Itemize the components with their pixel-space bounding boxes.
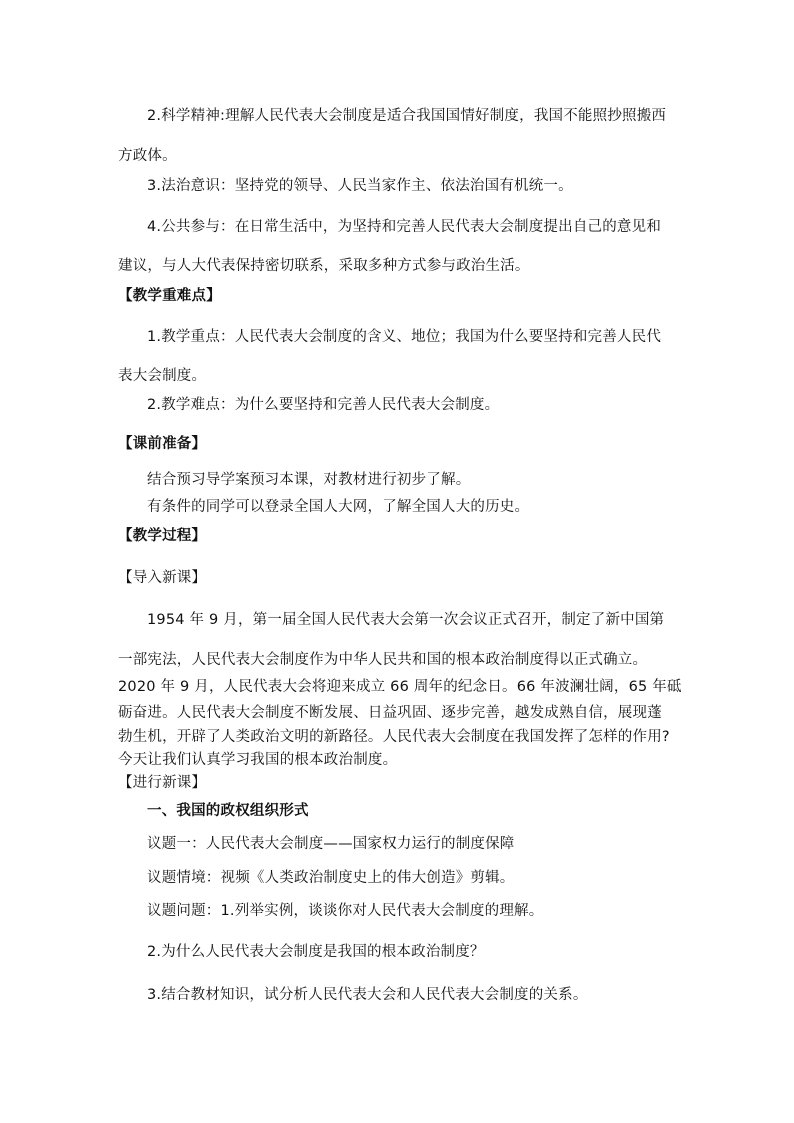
key-point-line-1: 1.教学重点：人民代表大会制度的含义、地位；我国为什么要坚持和完善人民代 (147, 329, 662, 345)
objective-science-spirit-line-1: 2.科学精神:理解人民代表大会制度是适合我国国情好制度，我国不能照抄照搬西 (147, 108, 667, 124)
objective-public-participation-line-2: 建议，与人大代表保持密切联系，采取多种方式参与政治生活。 (118, 258, 530, 274)
preparation-line-1: 结合预习导学案预习本课，对教材进行初步了解。 (147, 472, 471, 488)
topic-question-line-2: 2.为什么人民代表大会制度是我国的根本政治制度？ (147, 944, 485, 960)
topic-question-line-3: 3.结合教材知识，试分析人民代表大会和人民代表大会制度的关系。 (147, 987, 588, 1003)
subsection-heading-government-form: 一、我国的政权组织形式 (147, 803, 309, 819)
objective-rule-of-law-line: 3.法治意识：坚持党的领导、人民当家作主、依法治国有机统一。 (147, 178, 573, 194)
introduction-line-6: 今天让我们认真学习我国的根本政治制度。 (118, 752, 398, 768)
introduction-line-5: 勃生机，开辟了人类政治文明的新路径。人民代表大会制度在我国发挥了怎样的作用? (118, 729, 670, 745)
preparation-line-2: 有条件的同学可以登录全国人大网，了解全国人大的历史。 (147, 499, 530, 515)
topic-context-line: 议题情境：视频《人类政治制度史上的伟大创造》剪辑。 (147, 870, 515, 886)
topic-one-line: 议题一：人民代表大会制度——国家权力运行的制度保障 (147, 836, 515, 852)
introduction-line-1: 1954 年 9 月，第一届全国人民代表大会第一次会议正式召开，制定了新中国第 (147, 612, 665, 628)
section-heading-preparation: 【课前准备】 (118, 436, 207, 452)
section-heading-introduction: 【导入新课】 (118, 570, 207, 586)
difficulty-point-line: 2.教学难点：为什么要坚持和完善人民代表大会制度。 (147, 397, 500, 413)
key-point-line-2: 表大会制度。 (118, 368, 207, 384)
introduction-line-4: 砺奋进。人民代表大会制度不断发展、日益巩固、逐步完善，越发成熟自信，展现蓬 (118, 705, 662, 721)
section-heading-teaching-process: 【教学过程】 (118, 528, 207, 544)
topic-question-line-1: 议题问题：1.列举实例，谈谈你对人民代表大会制度的理解。 (147, 903, 544, 919)
section-heading-key-points: 【教学重难点】 (118, 288, 221, 304)
introduction-line-3: 2020 年 9 月，人民代表大会将迎来成立 66 周年的纪念日。66 年波澜壮阔，65 年砥 (118, 679, 682, 695)
objective-public-participation-line-1: 4.公共参与：在日常生活中，为坚持和完善人民代表大会制度提出自己的意见和 (147, 219, 662, 235)
section-heading-new-lesson: 【进行新课】 (118, 775, 207, 791)
introduction-line-2: 一部宪法，人民代表大会制度作为中华人民共和国的根本政治制度得以正式确立。 (118, 652, 648, 668)
objective-science-spirit-line-2: 方政体。 (118, 148, 177, 164)
